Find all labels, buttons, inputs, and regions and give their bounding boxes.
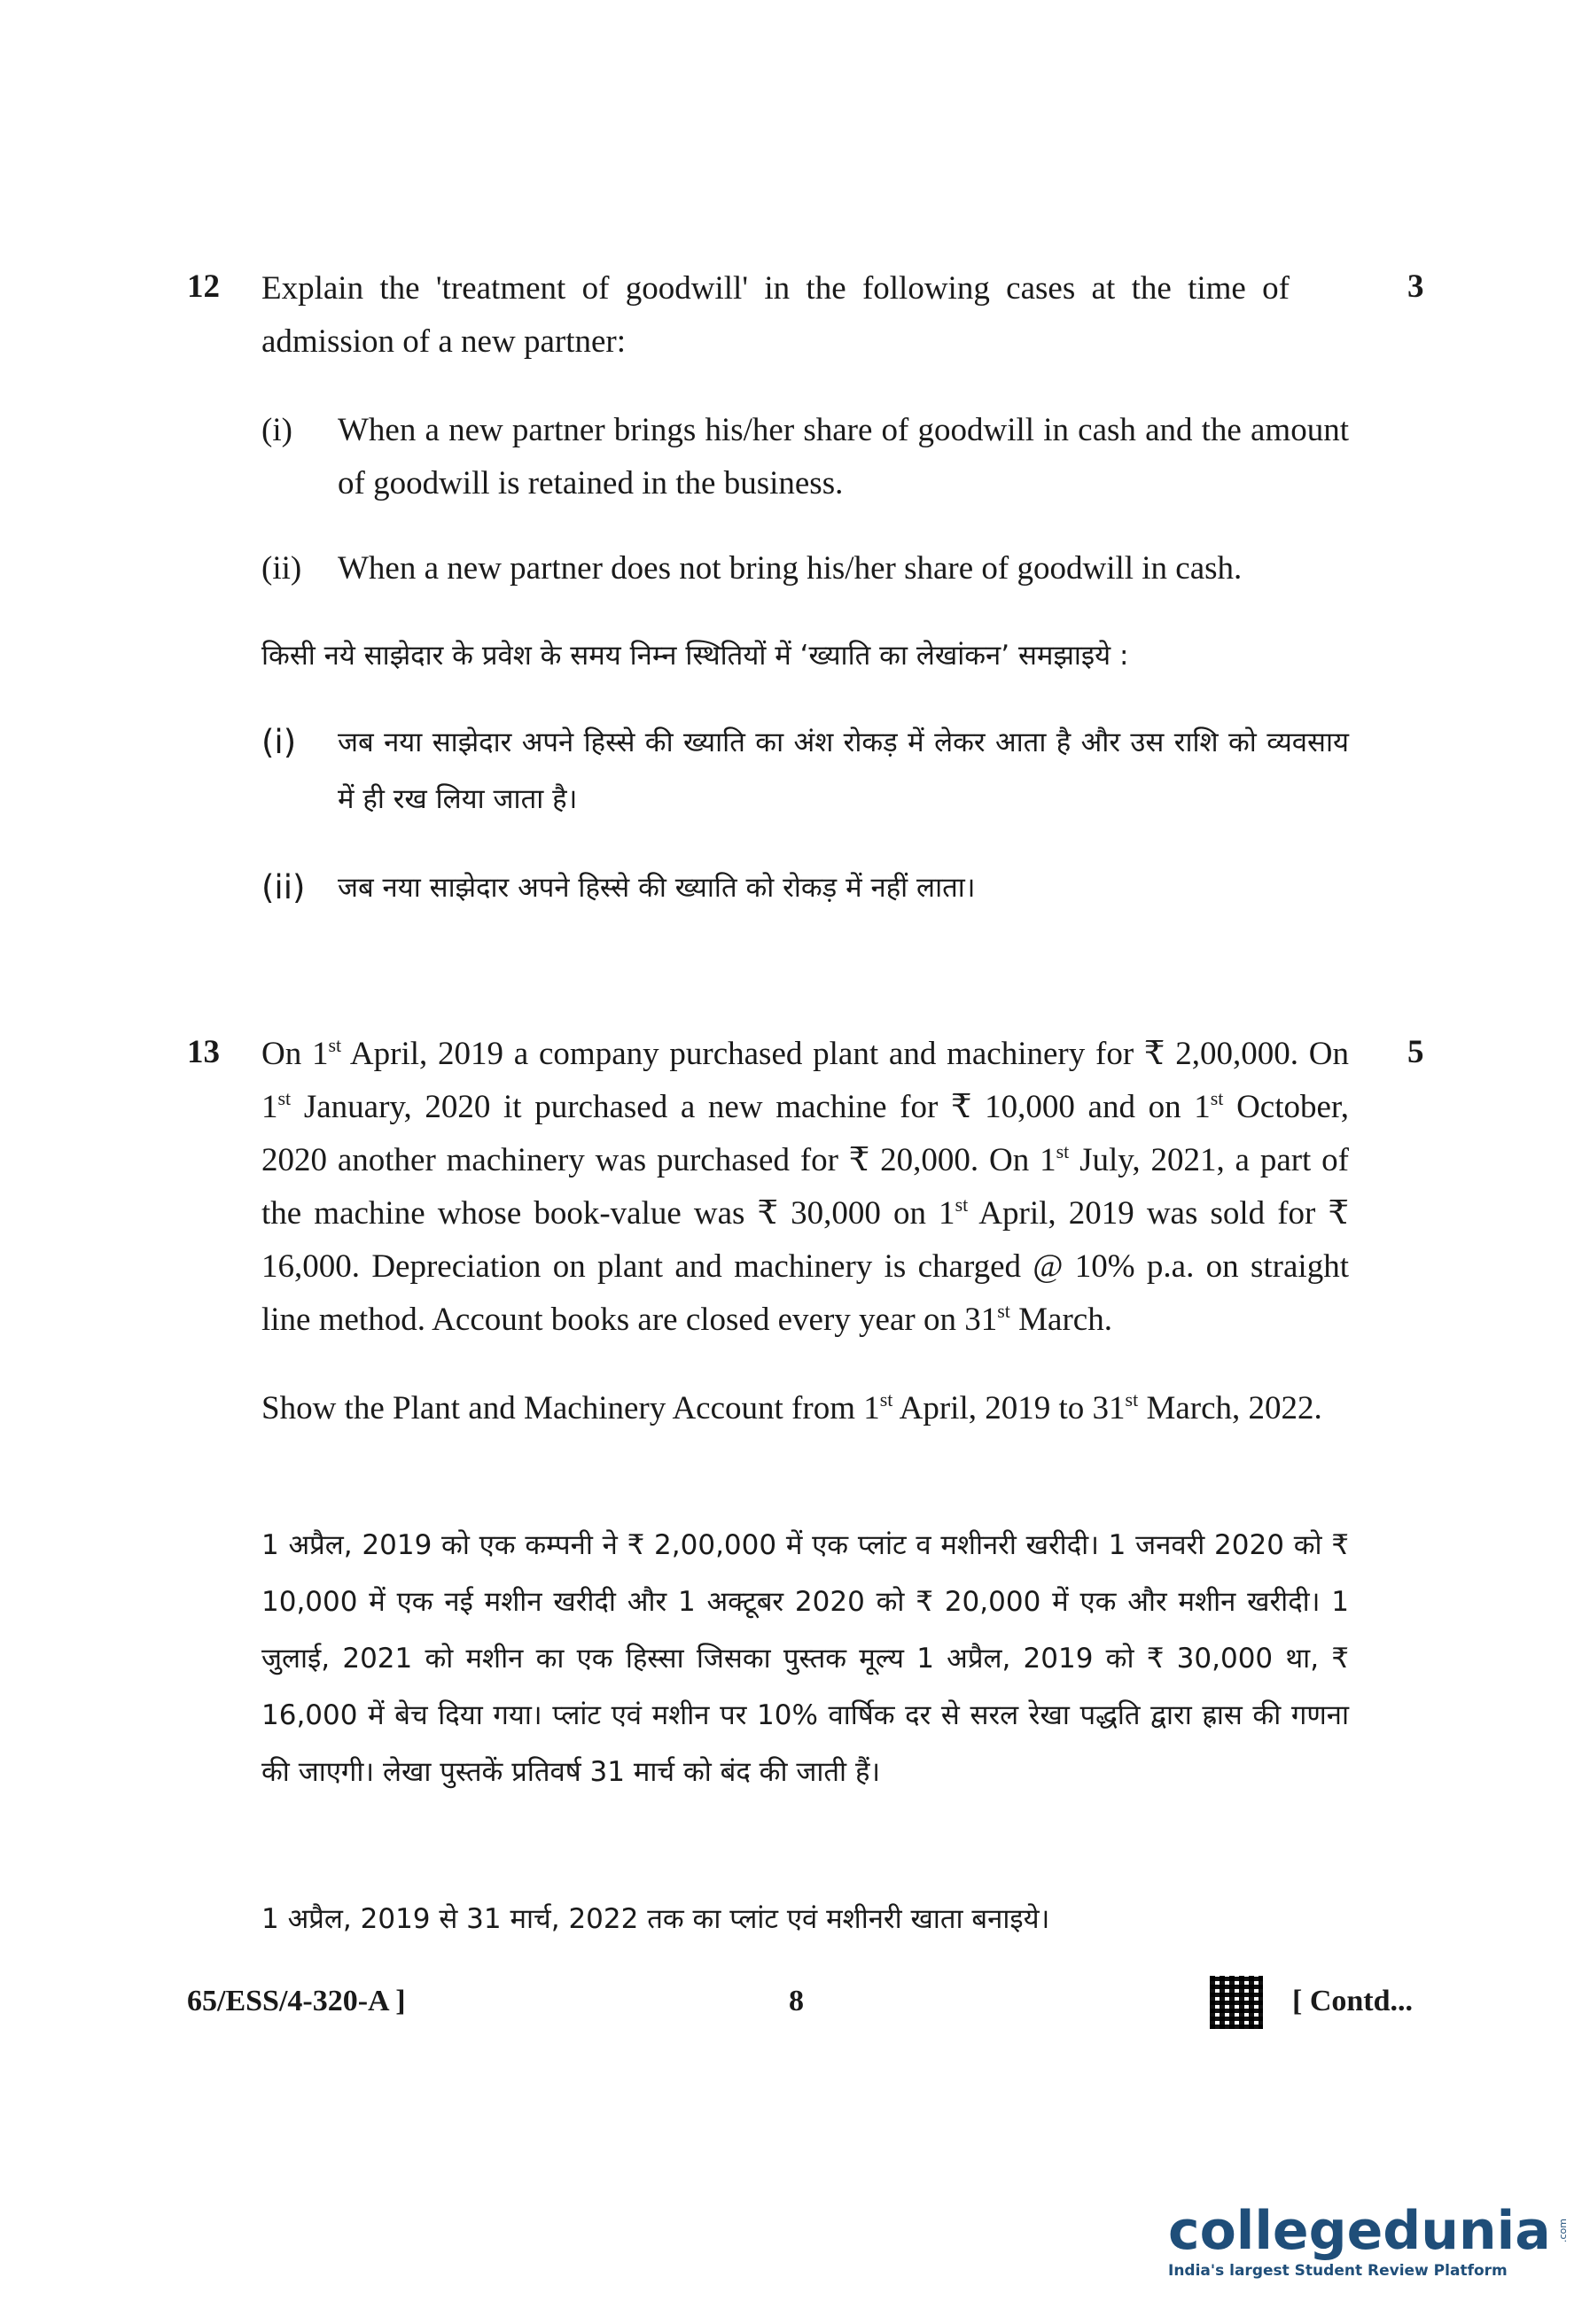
q12-english-item-2 [261,542,1349,595]
q13-english-paragraph-2: Show the Plant and Machinery Account from 1st April, 2019 to 31st March, 2022. [261,1388,1322,1426]
brand-domain: .com [1556,2219,1569,2242]
brand-tagline: India's largest Student Review Platform [1168,2261,1508,2280]
q12-hindi-intro: किसी नये साझेदार के प्रवेश के समय निम्न स्थितियों में ‘ख्याति का लेखांकन’ समझाइये : [261,640,1129,672]
item-text: जब नया साझेदार अपने हिस्से की ख्याति का अंश रोकड़ में लेकर आता है और उस राशि को व्यवसाय में ही रख लिया जाता है। [338,727,1349,815]
q13-marks: 5 [1407,1034,1424,1070]
q13-hindi-paragraph-1: 1 अप्रैल, 2019 को एक कम्पनी ने ₹ 2,00,000 में एक प्लांट व मशीनरी खरीदी। 1 जनवरी 2020 को ₹ 10,000 में एक नई मशीन खरीदी और 1 अक्टूबर 2020 को ₹ 20,000 में एक और मशीन खरीदी। 1 जुलाई, 2021 को मशीन का एक हिस्सा जिसका पुस्तक मूल्य 1 अप्रैल, 2019 को ₹ 30,000 था, ₹ 16,000 में बेच दिया गया। प्लांट एवं मशीन पर 10% वार्षिक दर से सरल रेखा पद्धति द्वारा ह्रास की गणना की जाएगी। लेखा पुस्तकें प्रतिवर्ष 31 मार्च को बंद की जाती हैं। [261,1529,1349,1788]
q12-english-item-1 [261,404,1349,510]
q13-english-paragraph-1: On 1st April, 2019 a company purchased plant and machinery for ₹ 2,00,000. On 1st January, 2020 it purchased a new machine for ₹ 10,000 and on 1st October, 2020 another machinery was purchased for ₹ 20,000. On 1st July, 2021, a part of the machine whose book-value was ₹ 30,000 on 1st April, 2019 was sold for ₹ 16,000. Depreciation on plant and machinery is charged @ 10% p.a. on straight line method. Account books are closed every year on 31st March. [261,1034,1349,1338]
item-label: (i) [261,412,292,448]
page-number: 8 [789,1985,804,2017]
q13-hindi-paragraph-2: 1 अप्रैल, 2019 से 31 मार्च, 2022 तक का प्लांट एवं मशीनरी खाता बनाइये। [261,1903,1050,1935]
collegedunia-watermark [1161,2162,1569,2317]
q12-hindi-item-2 [261,859,1349,916]
brand-name: collegedunia [1168,2199,1551,2262]
item-label: (ii) [261,550,302,587]
q13-number: 13 [187,1034,220,1070]
item-label: (i) [261,723,297,761]
paper-code: 65/ESS/4-320-A ] [187,1985,406,2017]
q12-number: 12 [187,268,220,305]
item-label: (ii) [261,868,306,906]
continued-label: [ Contd... [1292,1985,1414,2017]
item-text: When a new partner does not bring his/her share of goodwill in cash. [338,550,1243,587]
q12-hindi-item-1 [261,714,1349,828]
qr-code-icon [1210,1976,1263,2029]
q12-english-intro: Explain the 'treatment of goodwill' in the following cases at the time of admission of a new partner: [261,270,1290,360]
item-text: When a new partner brings his/her share of goodwill in cash and the amount of goodwill is retained in the business. [338,412,1349,501]
q12-marks: 3 [1407,268,1424,305]
item-text: जब नया साझेदार अपने हिस्से की ख्याति को रोकड़ में नहीं लाता। [338,872,976,904]
